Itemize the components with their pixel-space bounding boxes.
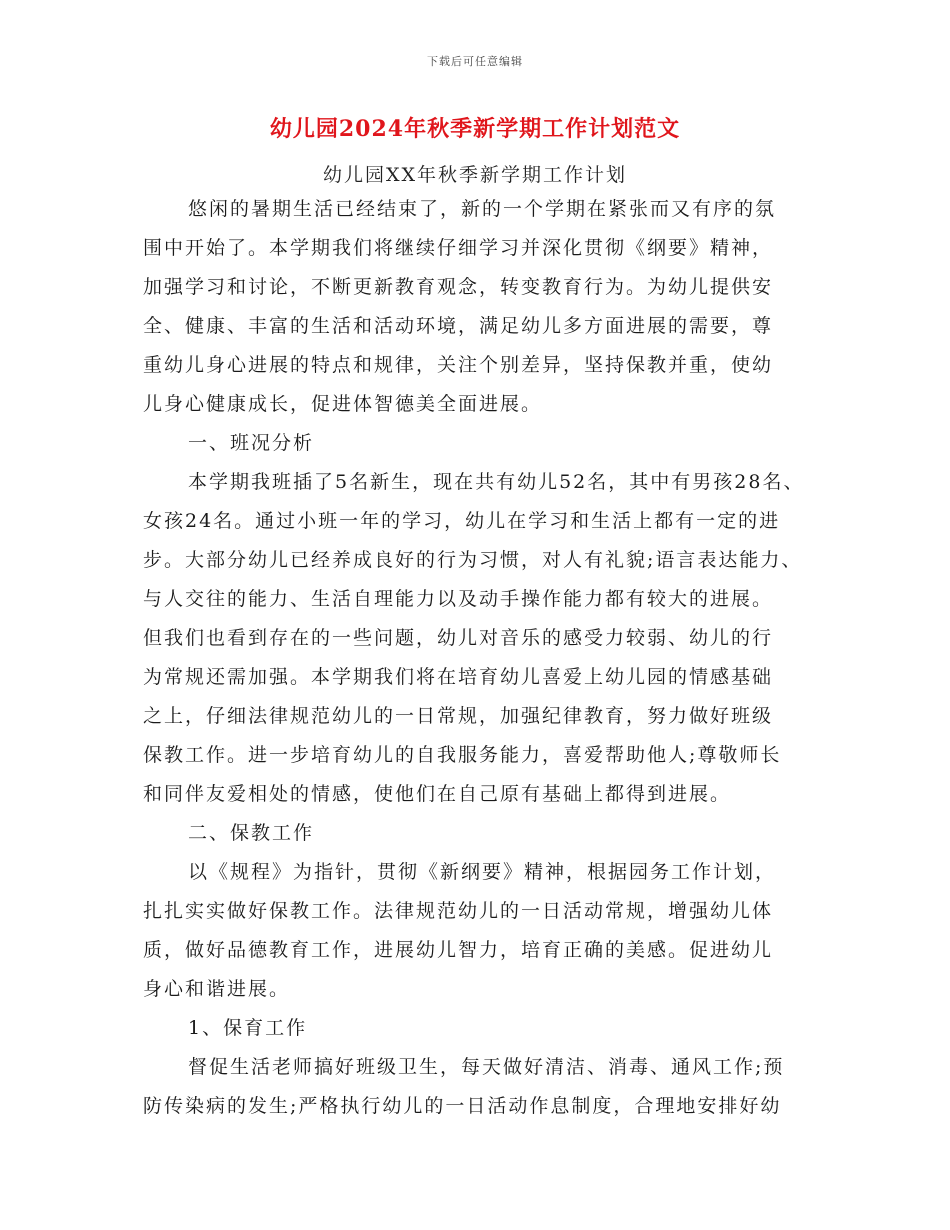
paragraph-line: 之上，仔细法律规范幼儿的一日常规，加强纪律教育，努力做好班级 bbox=[143, 705, 774, 727]
section-heading: 二、保教工作 bbox=[188, 822, 315, 844]
paragraph-line: 为常规还需加强。本学期我们将在培育幼儿喜爱上幼儿园的情感基础 bbox=[143, 666, 774, 688]
paragraph-line: 与人交往的能力、生活自理能力以及动手操作能力都有较大的进展。 bbox=[143, 588, 774, 610]
paragraph-line: 步。大部分幼儿已经养成良好的行为习惯，对人有礼貌;语言表达能力、 bbox=[143, 549, 803, 571]
paragraph-line: 和同伴友爱相处的情感，使他们在自己原有基础上都得到进展。 bbox=[143, 783, 732, 805]
paragraph-line: 重幼儿身心进展的特点和规律，关注个别差异，坚持保教并重，使幼 bbox=[143, 354, 774, 376]
paragraph-line: 身心和谐进展。 bbox=[143, 978, 291, 1000]
paragraph-line: 质，做好品德教育工作，进展幼儿智力，培育正确的美感。促进幼儿 bbox=[143, 939, 774, 961]
paragraph-line: 加强学习和讨论，不断更新教育观念，转变教育行为。为幼儿提供安 bbox=[143, 276, 774, 298]
paragraph-line: 悠闲的暑期生活已经结束了，新的一个学期在紧张而又有序的氛 bbox=[188, 198, 777, 220]
paragraph-line: 儿身心健康成长，促进体智德美全面进展。 bbox=[143, 393, 543, 415]
section-heading: 一、班况分析 bbox=[188, 432, 315, 454]
paragraph-line: 围中开始了。本学期我们将继续仔细学习并深化贯彻《纲要》精神， bbox=[143, 237, 774, 259]
subsection-heading: 1、保育工作 bbox=[188, 1017, 308, 1039]
paragraph-line: 本学期我班插了5名新生，现在共有幼儿52名，其中有男孩28名、 bbox=[188, 471, 805, 493]
header-note: 下载后可任意编辑 bbox=[427, 55, 523, 68]
paragraph-line: 扎扎实实做好保教工作。法律规范幼儿的一日活动常规，增强幼儿体 bbox=[143, 900, 774, 922]
paragraph-line: 女孩24名。通过小班一年的学习，幼儿在学习和生活上都有一定的进 bbox=[143, 510, 781, 532]
document-title: 幼儿园2024年秋季新学期工作计划范文 bbox=[269, 116, 681, 142]
document-body bbox=[143, 190, 823, 1126]
paragraph-line: 但我们也看到存在的一些问题，幼儿对音乐的感受力较弱、幼儿的行 bbox=[143, 627, 774, 649]
paragraph-line: 以《规程》为指针，贯彻《新纲要》精神，根据园务工作计划， bbox=[188, 861, 777, 883]
paragraph-line: 督促生活老师搞好班级卫生，每天做好清洁、消毒、通风工作;预 bbox=[188, 1056, 785, 1078]
document-subtitle: 幼儿园XX年秋季新学期工作计划 bbox=[322, 164, 628, 186]
paragraph-line: 保教工作。进一步培育幼儿的自我服务能力，喜爱帮助他人;尊敬师长 bbox=[143, 744, 782, 766]
paragraph-line: 全、健康、丰富的生活和活动环境，满足幼儿多方面进展的需要，尊 bbox=[143, 315, 774, 337]
paragraph-line: 防传染病的发生;严格执行幼儿的一日活动作息制度，合理地安排好幼 bbox=[143, 1095, 782, 1117]
